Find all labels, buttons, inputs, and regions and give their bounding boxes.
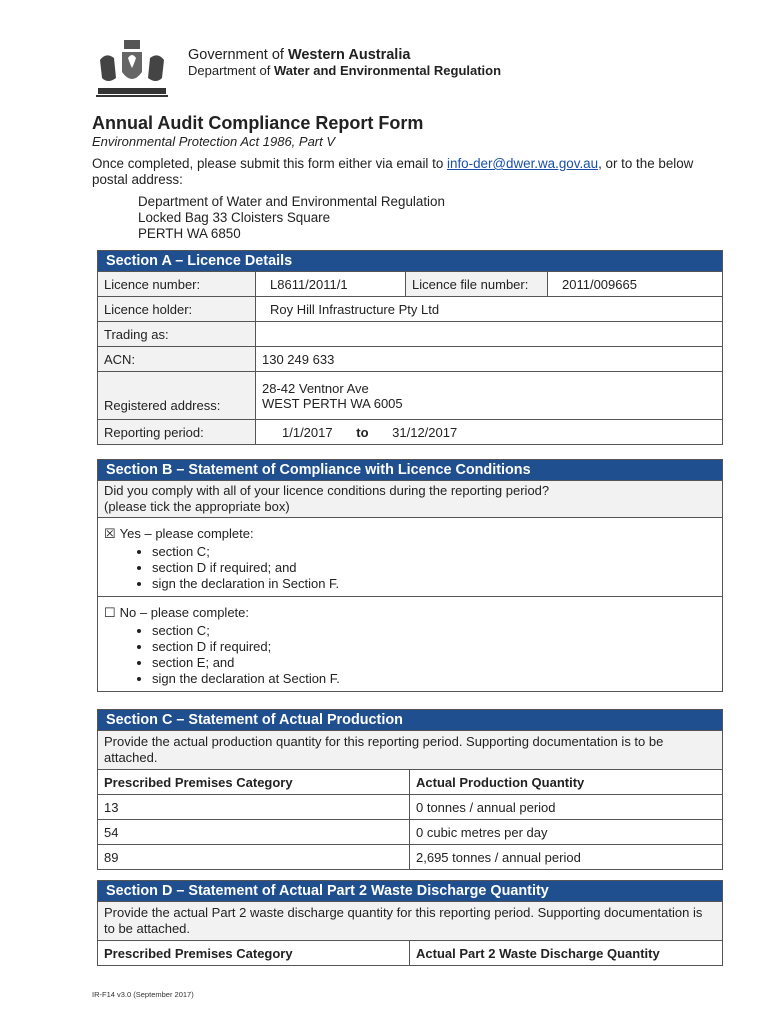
section-c-table	[97, 709, 723, 870]
form-subtitle: Environmental Protection Act 1986, Part V	[92, 134, 336, 149]
quantity-cell[interactable]: 2,695 tonnes / annual period	[410, 845, 723, 870]
address-line-1: 28-42 Ventnor Ave	[262, 380, 369, 396]
section-b-heading: Section B – Statement of Compliance with Licence Conditions	[98, 460, 723, 481]
column-header: Prescribed Premises Category	[98, 770, 410, 795]
period-to-word: to	[356, 424, 369, 440]
list-item: • sign the declaration in Section F.	[152, 576, 716, 592]
question-text: Did you comply with all of your licence conditions during the reporting period?	[104, 483, 550, 498]
category-cell[interactable]: 13	[98, 795, 410, 820]
trading-as-value[interactable]	[256, 322, 723, 347]
form-title: Annual Audit Compliance Report Form	[92, 113, 424, 133]
yes-checkbox[interactable]: ☒	[104, 526, 116, 541]
gov-prefix: Government of	[188, 47, 288, 63]
list-item: • section E; and	[152, 655, 716, 671]
section-d-table	[97, 880, 723, 966]
address-line: PERTH WA 6850	[138, 226, 241, 241]
category-cell[interactable]: 54	[98, 820, 410, 845]
table-row	[98, 845, 723, 870]
licence-file-label: Licence file number:	[406, 272, 548, 297]
acn-label: ACN:	[98, 347, 256, 372]
table-row	[98, 820, 723, 845]
postal-address	[138, 194, 445, 242]
no-list	[104, 623, 716, 687]
reporting-period-label: Reporting period:	[98, 420, 256, 445]
email-link[interactable]: info-der@dwer.wa.gov.au	[447, 156, 599, 171]
list-item: • section C;	[152, 623, 716, 639]
section-b-table	[97, 459, 723, 692]
period-to: 31/12/2017	[392, 424, 458, 440]
section-d-instruction: Provide the actual Part 2 waste discharge quantity for this reporting period. Supporting documentation is to be attached.	[98, 902, 723, 941]
coat-of-arms-icon	[92, 38, 172, 102]
no-checkbox[interactable]: ☐	[104, 605, 116, 620]
no-option	[98, 597, 723, 692]
compliance-question	[98, 481, 723, 518]
government-header	[188, 47, 501, 79]
list-item: • section C;	[152, 544, 716, 560]
column-header: Actual Part 2 Waste Discharge Quantity	[410, 941, 723, 966]
list-item: • section D if required; and	[152, 560, 716, 576]
acn-value[interactable]: 130 249 633	[256, 347, 723, 372]
no-label: No – please complete:	[119, 605, 250, 620]
licence-number-value[interactable]: L8611/2011/1	[256, 272, 406, 297]
list-item: • section D if required;	[152, 639, 716, 655]
intro-pre: Once completed, please submit this form either via email to	[92, 156, 448, 171]
dept-name: Water and Environmental Regulation	[274, 63, 502, 78]
licence-number-label: Licence number:	[98, 272, 256, 297]
licence-holder-label: Licence holder:	[98, 297, 256, 322]
section-d-heading: Section D – Statement of Actual Part 2 Waste Discharge Quantity	[98, 881, 723, 902]
address-line: Department of Water and Environmental Regulation	[138, 194, 445, 209]
period-from: 1/1/2017	[282, 424, 333, 440]
section-c-heading: Section C – Statement of Actual Production	[98, 710, 723, 731]
column-header: Actual Production Quantity	[410, 770, 723, 795]
section-a-table	[97, 250, 723, 445]
reporting-period-value[interactable]	[256, 420, 723, 445]
quantity-cell[interactable]: 0 cubic metres per day	[410, 820, 723, 845]
registered-address-value[interactable]	[256, 372, 723, 420]
yes-option	[98, 518, 723, 597]
gov-name: Western Australia	[287, 47, 411, 63]
section-a-heading: Section A – Licence Details	[98, 251, 723, 272]
intro-text	[92, 156, 712, 188]
registered-address-label: Registered address:	[98, 372, 256, 420]
yes-label: Yes – please complete:	[119, 526, 254, 541]
licence-file-value[interactable]: 2011/009665	[548, 272, 723, 297]
yes-list	[104, 544, 716, 592]
address-line: Locked Bag 33 Cloisters Square	[138, 210, 331, 225]
dept-prefix: Department of	[188, 63, 274, 78]
table-row	[98, 795, 723, 820]
licence-holder-value[interactable]: Roy Hill Infrastructure Pty Ltd	[256, 297, 723, 322]
section-c-instruction: Provide the actual production quantity for this reporting period. Supporting documentation is to be attached.	[98, 731, 723, 770]
list-item: • sign the declaration at Section F.	[152, 671, 716, 687]
intro-post: , or to the below postal address:	[92, 156, 694, 187]
quantity-cell[interactable]: 0 tonnes / annual period	[410, 795, 723, 820]
question-note: (please tick the appropriate box)	[104, 499, 290, 514]
address-line-2: WEST PERTH WA 6005	[262, 395, 403, 411]
column-header: Prescribed Premises Category	[98, 941, 410, 966]
trading-as-label: Trading as:	[98, 322, 256, 347]
form-version-footer: IR-F14 v3.0 (September 2017)	[92, 990, 194, 999]
category-cell[interactable]: 89	[98, 845, 410, 870]
